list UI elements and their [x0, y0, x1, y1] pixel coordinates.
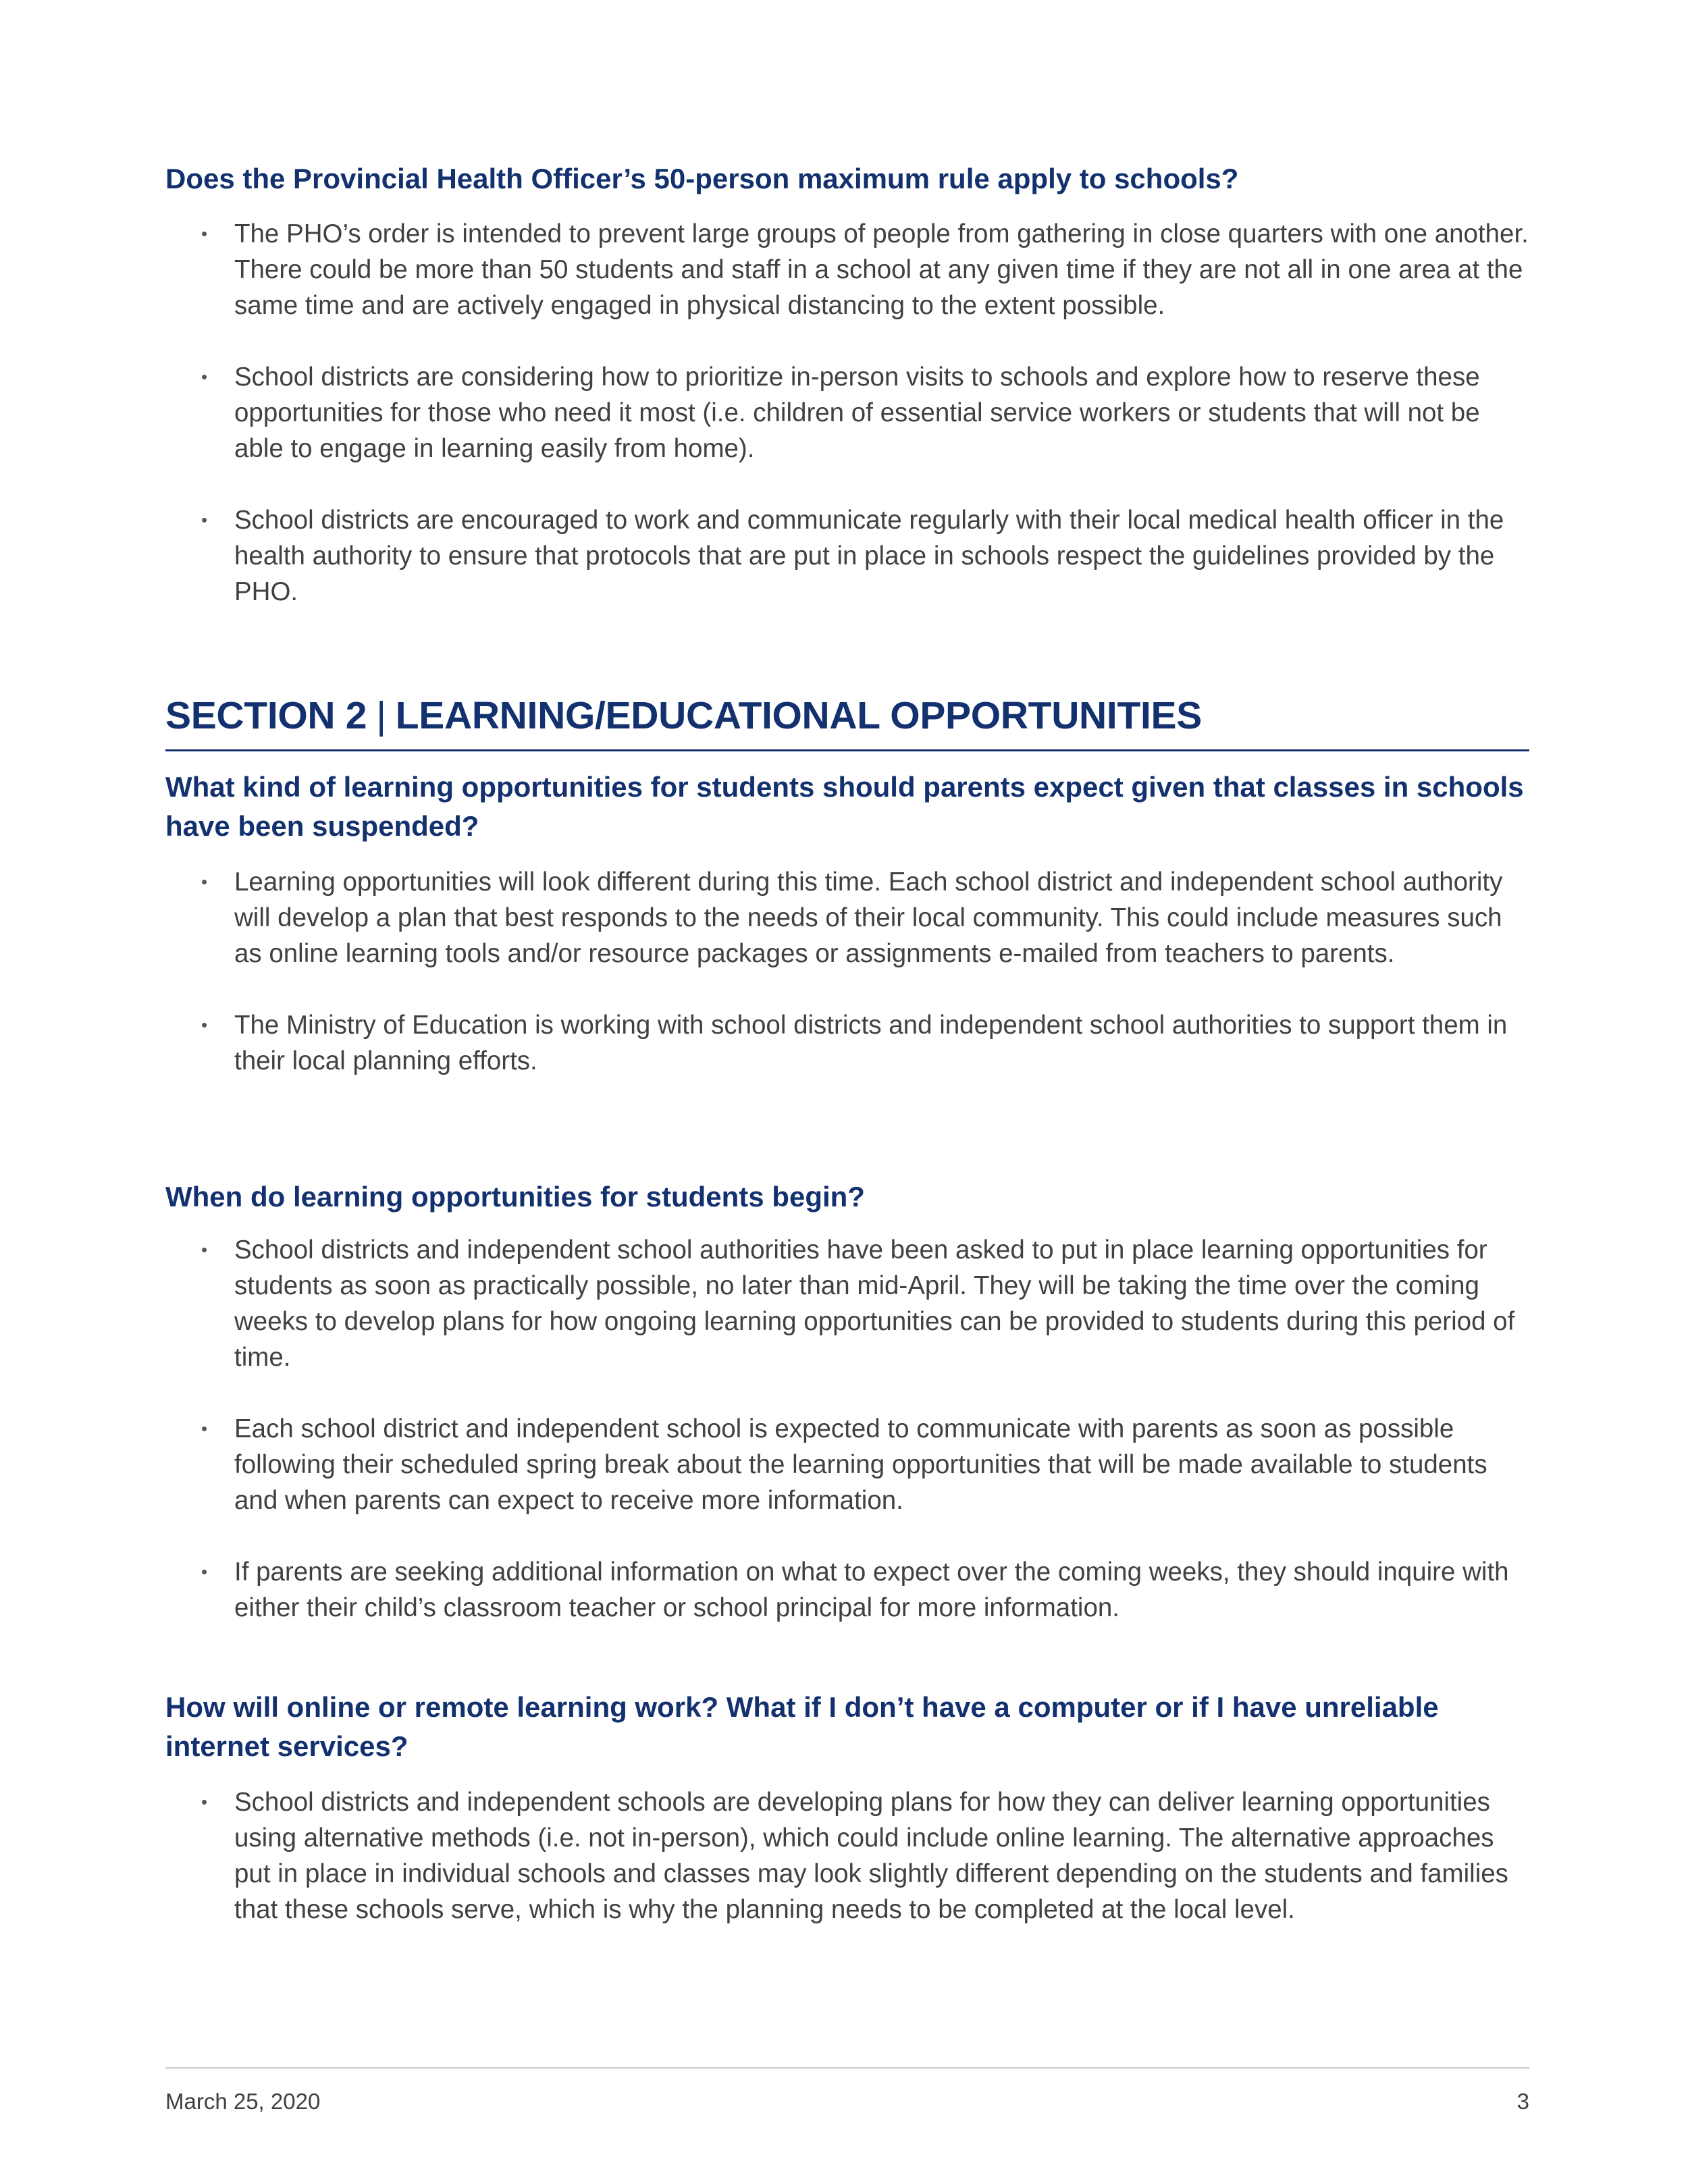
bullet-list-online-learning — [165, 1784, 1529, 1963]
list-item: • The PHO’s order is intended to prevent large groups of people from gathering in close quarters with one another. There could be more than 50 students and staff in a school at any given time if they are not all in one area at the same time and are actively engaged in physical distancing to the extent possible. — [165, 216, 1529, 323]
list-item: • School districts are encouraged to work and communicate regularly with their local medical health officer in the health authority to ensure that protocols that are put in place in schools respect the guidelines provided by the PHO. — [165, 502, 1529, 610]
document-page — [165, 0, 1529, 2184]
bullet-list-learning-opportunities — [165, 864, 1529, 1115]
list-item: • School districts and independent school authorities have been asked to put in place learning opportunities for students as soon as practically possible, no later than mid-April. They will be taking the time over the coming weeks to develop plans for how ongoing learning opportunities can be provided to students during this period of time. — [165, 1232, 1529, 1375]
section-title: LEARNING/EDUCATIONAL OPPORTUNITIES — [395, 694, 1202, 737]
bullet-list-pho-rule — [165, 216, 1529, 645]
question-heading-start-date: When do learning opportunities for students begin? — [165, 1181, 865, 1213]
list-item: • Learning opportunities will look different during this time. Each school district and independent school authority will develop a plan that best responds to the needs of their local community. This could include measures such as online learning tools and/or resource packages or assignments e-mailed from teachers to parents. — [165, 864, 1529, 971]
list-item: • School districts are considering how to prioritize in-person visits to schools and explore how to reserve these opportunities for those who need it most (i.e. children of essential service workers or students that will not be able to engage in learning easily from home). — [165, 359, 1529, 467]
section-divider — [165, 749, 1529, 751]
section-separator: | — [376, 694, 386, 737]
page-number: 3 — [1516, 2089, 1529, 2114]
footer-date: March 25, 2020 — [165, 2089, 321, 2114]
bullet-list-start-date — [165, 1232, 1529, 1661]
list-item: • Each school district and independent school is expected to communicate with parents as soon as possible following their scheduled spring break about the learning opportunities that will be made available to students and when parents can expect to receive more information. — [165, 1411, 1529, 1518]
list-item: • If parents are seeking additional information on what to expect over the coming weeks, they should inquire with either their child’s classroom teacher or school principal for more information. — [165, 1554, 1529, 1626]
question-heading-pho-rule: Does the Provincial Health Officer’s 50-person maximum rule apply to schools? — [165, 163, 1239, 194]
section-number: SECTION 2 — [165, 694, 367, 737]
question-heading-online-learning: How will online or remote learning work? What if I don’t have a computer or if I have unreliable internet services? — [165, 1691, 1439, 1762]
footer-divider — [165, 2067, 1529, 2069]
list-item: • The Ministry of Education is working with school districts and independent school authorities to support them in their local planning efforts. — [165, 1007, 1529, 1079]
section-heading — [165, 689, 1529, 743]
list-item: • School districts and independent schools are developing plans for how they can deliver learning opportunities using alternative methods (i.e. not in-person), which could include online learning. The alternative approaches put in place in individual schools and classes may look slightly different depending on the students and families that these schools serve, which is why the planning needs to be completed at the local level. — [165, 1784, 1529, 1927]
question-heading-learning-opportunities: What kind of learning opportunities for students should parents expect given that classes in schools have been suspended? — [165, 771, 1524, 842]
